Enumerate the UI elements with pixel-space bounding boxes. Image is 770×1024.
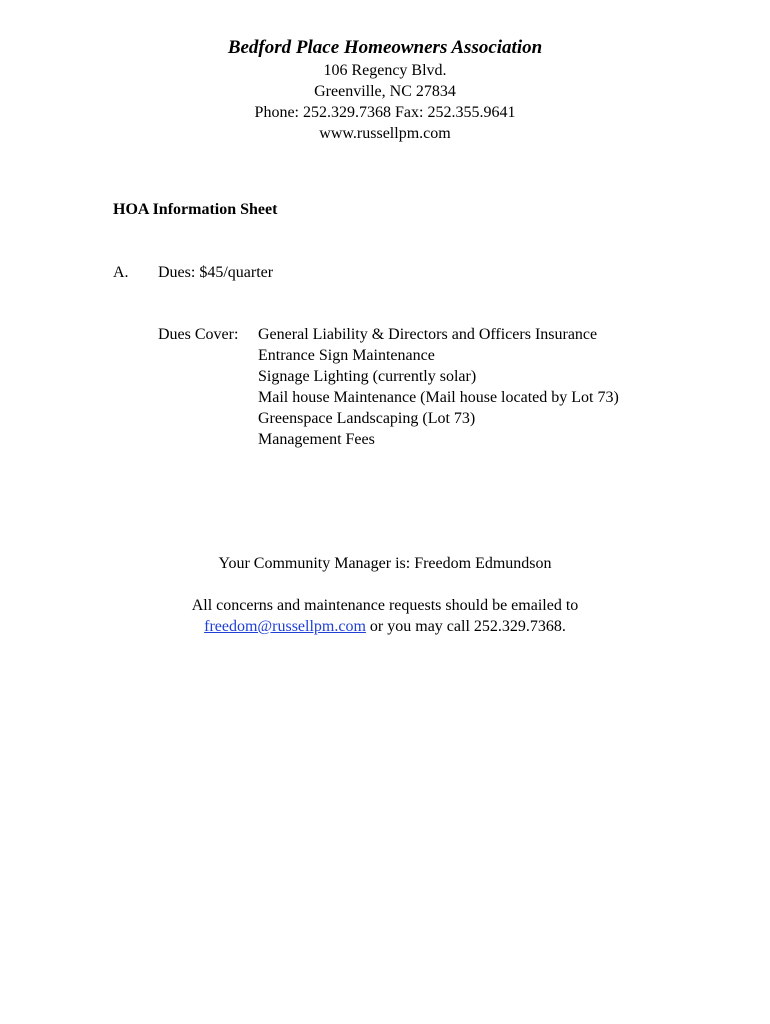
list-item: Mail house Maintenance (Mail house located by Lot 73) (258, 389, 619, 406)
sheet-title: HOA Information Sheet (113, 201, 278, 218)
website: www.russellpm.com (319, 125, 451, 142)
organization-name: Bedford Place Homeowners Association (227, 37, 543, 58)
list-item: Entrance Sign Maintenance (258, 347, 435, 364)
concerns-line-1: All concerns and maintenance requests should be emailed to (191, 597, 579, 614)
concerns-line-2 (0, 616, 770, 637)
concerns-paragraph (0, 595, 770, 637)
street-address: 106 Regency Blvd. (323, 62, 447, 79)
dues-cover-label: Dues Cover: (158, 326, 239, 343)
section-a-marker: A. (113, 264, 129, 281)
email-link[interactable]: freedom@russellpm.com (204, 618, 366, 635)
list-item: Management Fees (258, 431, 375, 448)
list-item: Signage Lighting (currently solar) (258, 368, 477, 385)
list-item: Greenspace Landscaping (Lot 73) (258, 410, 476, 427)
phone-fax: Phone: 252.329.7368 Fax: 252.355.9641 (254, 104, 516, 121)
dues-amount: Dues: $45/quarter (158, 264, 274, 281)
list-item: General Liability & Directors and Officers Insurance (258, 326, 598, 343)
community-manager-line: Your Community Manager is: Freedom Edmundson (218, 555, 552, 572)
dues-cover-list (258, 324, 619, 450)
phone-suffix: or you may call 252.329.7368. (365, 618, 566, 635)
letterhead (0, 36, 770, 144)
city-state-zip: Greenville, NC 27834 (314, 83, 456, 100)
